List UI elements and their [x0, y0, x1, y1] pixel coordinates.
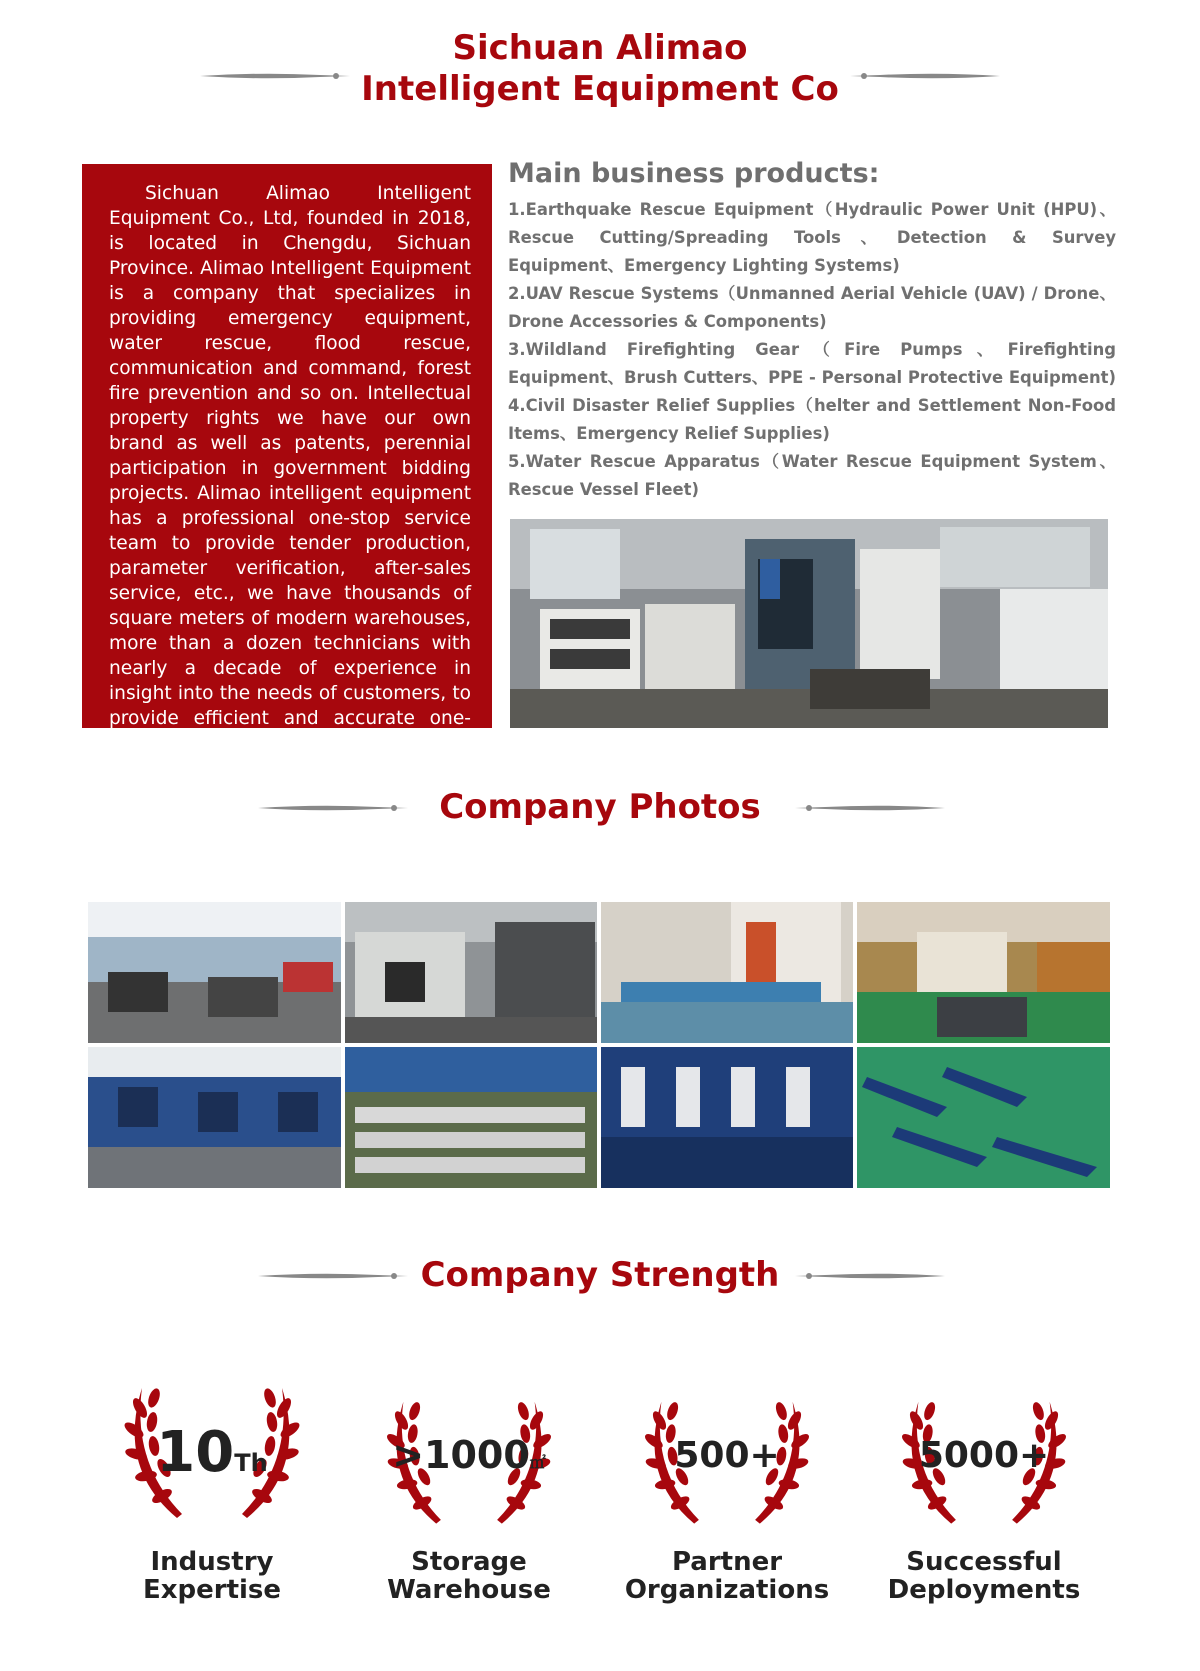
company-photo-cylinders — [345, 1047, 597, 1188]
company-photo-assembly — [857, 902, 1110, 1043]
divider-left-ornament — [200, 70, 350, 82]
product-item: 1.Earthquake Rescue Equipment（Hydraulic Power Unit (HPU)、Rescue Cutting/Spreading Tools、Detection & Survey Equipment、Emergency Lighting Systems) — [508, 200, 1116, 275]
title-line-1: Sichuan Alimao — [452, 28, 748, 68]
company-photo-office — [88, 902, 341, 1043]
divider-right-ornament — [850, 70, 1000, 82]
stat-value: >1000㎡ — [392, 1433, 546, 1477]
stat-label: Successful Deployments — [887, 1547, 1081, 1605]
stat-label: Industry Expertise — [142, 1547, 282, 1605]
factory-photo — [510, 519, 1108, 728]
section-title-strength: Company Strength — [420, 1255, 780, 1295]
stat-storage-warehouse — [349, 1383, 589, 1605]
company-photo-pumps — [88, 1047, 341, 1188]
product-item: 2.UAV Rescue Systems（Unmanned Aerial Vehicle (UAV) / Drone、Drone Accessories & Components) — [508, 284, 1116, 331]
product-item: 4.Civil Disaster Relief Supplies（helter and Settlement Non-Food Items、Emergency Relief Supplies) — [508, 396, 1116, 443]
company-photo-spreaders — [857, 1047, 1110, 1188]
product-item: 5.Water Rescue Apparatus（Water Rescue Equipment System、Rescue Vessel Fleet) — [508, 452, 1116, 499]
products-heading: Main business products: — [508, 158, 880, 189]
company-photo-cnc — [345, 902, 597, 1043]
stat-successful-deployments — [864, 1383, 1104, 1605]
stat-industry-expertise — [92, 1368, 332, 1605]
page-title — [300, 28, 900, 110]
stat-label: Partner Organizations — [624, 1547, 830, 1605]
product-item: 3.Wildland Firefighting Gear（Fire Pumps、Firefighting Equipment、Brush Cutters、PPE - Personal Protective Equipment) — [508, 340, 1116, 387]
company-photo-cutters — [601, 1047, 853, 1188]
about-text: Sichuan Alimao Intelligent Equipment Co., Ltd, founded in 2018, is located in Chengdu, Sichuan Province. Alimao Intelligent Equipment is a company that specializes in providing emergency equipment, water rescue, flood rescue, communication and command, forest fire prevention and so on. Intellectual property rights we have our own brand as well as patents, perennial participation in government bidding projects. Alimao intelligent equipment has a professional one-stop service team to provide tender production, parameter verification, after-sales service, etc., we have thousands of square meters of modern warehouses, more than a dozen technicians with nearly a decade of experience in insight into the needs of customers, to provide efficient and accurate one-stop service — [109, 183, 471, 754]
stat-label: Storage Warehouse — [387, 1547, 551, 1605]
stat-value: 5000+ — [918, 1435, 1050, 1476]
stat-value: 10Th — [156, 1420, 268, 1485]
products-list — [508, 196, 1116, 504]
stat-value: 500+ — [674, 1435, 780, 1476]
divider-left-ornament — [258, 1270, 408, 1282]
divider-left-ornament — [258, 802, 408, 814]
title-line-2: Intelligent Equipment Co — [361, 69, 839, 109]
section-title-photos: Company Photos — [439, 787, 761, 827]
divider-right-ornament — [795, 802, 945, 814]
stat-partner-organizations — [607, 1383, 847, 1605]
company-photo-press — [601, 902, 853, 1043]
divider-right-ornament — [795, 1270, 945, 1282]
